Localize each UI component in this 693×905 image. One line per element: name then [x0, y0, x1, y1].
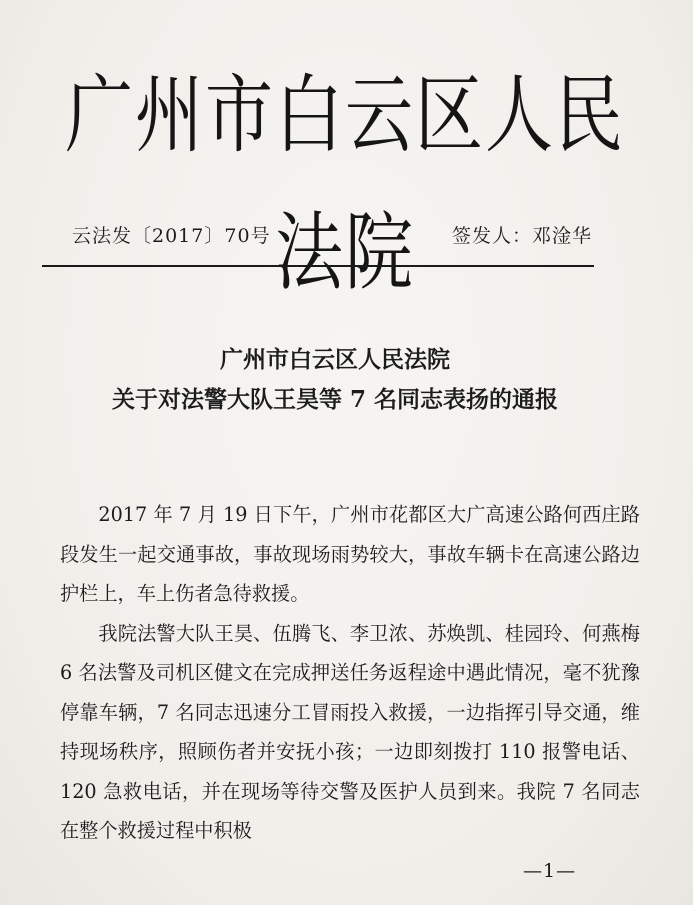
- document-title-line-2: 关于对法警大队王昊等 7 名同志表扬的通报: [111, 386, 559, 413]
- document-number: 云法发〔2017〕70号: [72, 225, 271, 247]
- body-paragraph-1: 2017 年 7 月 19 日下午，广州市花都区大广高速公路何西庄路段发生一起交通事故，事故现场雨势较大，事故车辆卡在高速公路边护栏上，车上伤者急待救援。: [60, 503, 640, 605]
- issuer-signature: 签发人：邓淦华: [451, 225, 592, 247]
- body-paragraph-2: 我院法警大队王昊、伍腾飞、李卫浓、苏焕凯、桂园玲、何燕梅 6 名法警及司机区健文在完成押送任务返程途中遇此情况，毫不犹豫停靠车辆，7 名同志迅速分工冒雨投入救援，一边指挥引导交通，维持现场秩序，照顾伤者并安抚小孩；一边即刻拨打 110 报警电话、120 急救电话，并在现场等待交警及医护人员到来。我院 7 名同志在整个救援过程中积极: [60, 621, 640, 842]
- document-title-line-1: 广州市白云区人民法院: [220, 346, 450, 373]
- org-name-heading: 广州市白云区人民法院: [64, 67, 625, 304]
- page-number: —1—: [523, 860, 577, 882]
- document-body: [60, 495, 640, 851]
- header-divider: [42, 265, 594, 267]
- document-meta-row: [72, 222, 592, 250]
- document-title: [40, 340, 630, 420]
